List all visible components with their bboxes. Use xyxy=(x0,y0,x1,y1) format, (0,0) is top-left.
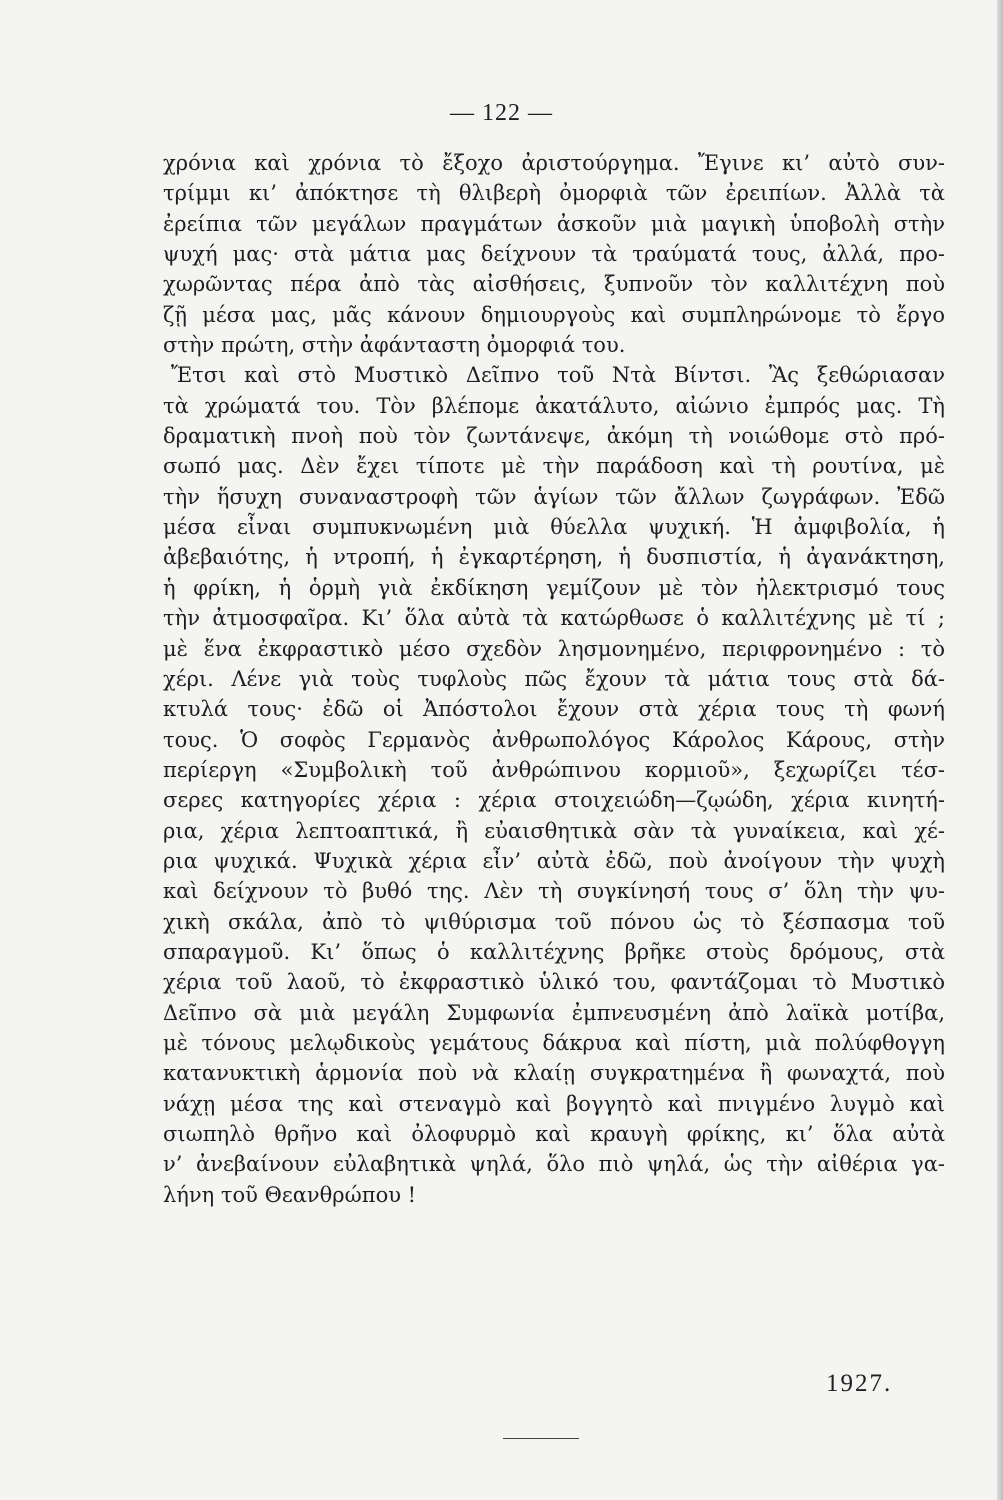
text-line: περίεργη «Συμβολικὴ τοῦ ἀνθρώπινου κορμιοῦ», ξεχωρίζει τέσ- xyxy=(163,757,945,782)
text-line: τους. Ὁ σοφὸς Γερμανὸς ἀνθρωπολόγος Κάρολος Κάρους, στὴν xyxy=(163,727,945,752)
text-line: σερες κατηγορίες χέρια : χέρια στοιχειώδη—ζῳώδη, χέρια κινητή- xyxy=(163,788,945,813)
body-text xyxy=(163,148,945,1210)
text-line: χωρῶντας πέρα ἀπὸ τὰς αἰσθήσεις, ξυπνοῦν τὸν καλλιτέχνη ποὺ xyxy=(163,272,945,297)
text-line: ἡ φρίκη, ἡ ὁρμὴ γιὰ ἐκδίκηση γεμίζουν μὲ τὸν ἠλεκτρισμό τους xyxy=(163,575,945,600)
text-line: χρόνια καὶ χρόνια τὸ ἔξοχο ἀριστούργημα. Ἔγινε κι’ αὐτὸ συν- xyxy=(163,151,945,175)
text-line: σιωπηλὸ θρῆνο καὶ ὀλοφυρμὸ καὶ κραυγὴ φρίκης, κι’ ὅλα αὐτὰ xyxy=(163,1122,945,1146)
page-number: — 122 — xyxy=(450,100,553,126)
text-line: κτυλά τους· ἐδῶ οἱ Ἀπόστολοι ἔχουν στὰ χέρια τους τὴ φωνή xyxy=(163,697,945,722)
text-line: ἐρείπια τῶν μεγάλων πραγμάτων ἀσκοῦν μιὰ μαγικὴ ὑποβολὴ στὴν xyxy=(163,211,945,236)
text-line: καὶ δείχνουν τὸ βυθό της. Λὲν τὴ συγκίνησή τους σ’ ὅλη τὴν ψυ- xyxy=(163,879,945,904)
text-line: ρια, χέρια λεπτοαπτικά, ἢ εὐαισθητικὰ σὰν τὰ γυναίκεια, καὶ χέ- xyxy=(163,818,945,843)
text-line: ζῇ μέσα μας, μᾶς κάνουν δημιουργοὺς καὶ συμπληρώνομε τὸ ἔργο xyxy=(163,302,945,327)
text-line: κατανυκτικὴ ἁρμονία ποὺ νὰ κλαίῃ συγκρατημένα ἢ φωναχτά, ποὺ xyxy=(163,1061,945,1086)
text-line: χέρι. Λένε γιὰ τοὺς τυφλοὺς πῶς ἔχουν τὰ μάτια τους στὰ δά- xyxy=(163,666,945,691)
text-line: τὴν ἀτμοσφαῖρα. Κι’ ὅλα αὐτὰ τὰ κατώρθωσε ὁ καλλιτέχνης μὲ τί ; xyxy=(163,606,945,631)
text-line: σπαραγμοῦ. Κι’ ὅπως ὁ καλλιτέχνης βρῆκε στοὺς δρόμους, στὰ xyxy=(163,939,945,964)
text-line: ψυχή μας· στὰ μάτια μας δείχνουν τὰ τραύματά τους, ἀλλά, προ- xyxy=(163,242,945,267)
text-line: μέσα εἶναι συμπυκνωμένη μιὰ θύελλα ψυχική. Ἡ ἀμφιβολία, ἡ xyxy=(163,515,945,540)
text-line: χικὴ σκάλα, ἀπὸ τὸ ψιθύρισμα τοῦ πόνου ὡς τὸ ξέσπασμα τοῦ xyxy=(163,909,945,934)
text-line: Δεῖπνο σὰ μιὰ μεγάλη Συμφωνία ἐμπνευσμένη ἀπὸ λαϊκὰ μοτίβα, xyxy=(163,1000,945,1025)
text-line: μὲ ἕνα ἐκφραστικὸ μέσο σχεδὸν λησμονημένο, περιφρονημένο : τὸ xyxy=(163,636,945,661)
text-line: ν’ ἀνεβαίνουν εὐλαβητικὰ ψηλά, ὅλο πιὸ ψηλά, ὡς τὴν αἰθέρια γα- xyxy=(163,1152,945,1177)
text-line: λήνη τοῦ Θεανθρώπου ! xyxy=(163,1182,417,1207)
text-line: τρίμμι κι’ ἀπόκτησε τὴ θλιβερὴ ὀμορφιὰ τῶν ἐρειπίων. Ἀλλὰ τὰ xyxy=(163,181,945,206)
text-line: νάχῃ μέσα της καὶ στεναγμὸ καὶ βογγητὸ καὶ πνιγμένο λυγμὸ καὶ xyxy=(163,1091,945,1116)
text-line: τὴν ἥσυχη συναναστροφὴ τῶν ἁγίων τῶν ἄλλων ζωγράφων. Ἐδῶ xyxy=(163,484,945,509)
text-line: στὴν πρώτη, στὴν ἀφάνταστη ὀμορφιά του. xyxy=(163,333,626,358)
text-line: ἀβεβαιότης, ἡ ντροπή, ἡ ἐγκαρτέρηση, ἡ δυσπιστία, ἡ ἀγανάκτηση, xyxy=(163,545,945,570)
text-line: ρια ψυχικά. Ψυχικὰ χέρια εἶν’ αὐτὰ ἐδῶ, ποὺ ἀνοίγουν τὴν ψυχὴ xyxy=(163,848,945,873)
text-line: σωπό μας. Δὲν ἔχει τίποτε μὲ τὴν παράδοση καὶ τὴ ρουτίνα, μὲ xyxy=(163,454,945,479)
text-line: δραματικὴ πνοὴ ποὺ τὸν ζωντάνεψε, ἀκόμη τὴ νοιώθομε στὸ πρό- xyxy=(163,424,945,449)
text-line: Ἔτσι καὶ στὸ Μυστικὸ Δεῖπνο τοῦ Ντὰ Βίντσι. Ἂς ξεθώριασαν xyxy=(171,363,945,388)
text-line: χέρια τοῦ λαοῦ, τὸ ἐκφραστικὸ ὑλικό του, φαντάζομαι τὸ Μυστικὸ xyxy=(163,970,945,995)
page-edge-shadow xyxy=(997,0,1003,1500)
date-signature: 1927. xyxy=(826,1370,893,1397)
text-line: τὰ χρώματά του. Τὸν βλέπομε ἀκατάλυτο, αἰώνιο ἐμπρός μας. Τὴ xyxy=(163,393,945,418)
divider-rule xyxy=(503,1438,579,1439)
text-line: μὲ τόνους μελῳδικοὺς γεμάτους δάκρυα καὶ πίστη, μιὰ πολύφθογγη xyxy=(163,1030,945,1055)
